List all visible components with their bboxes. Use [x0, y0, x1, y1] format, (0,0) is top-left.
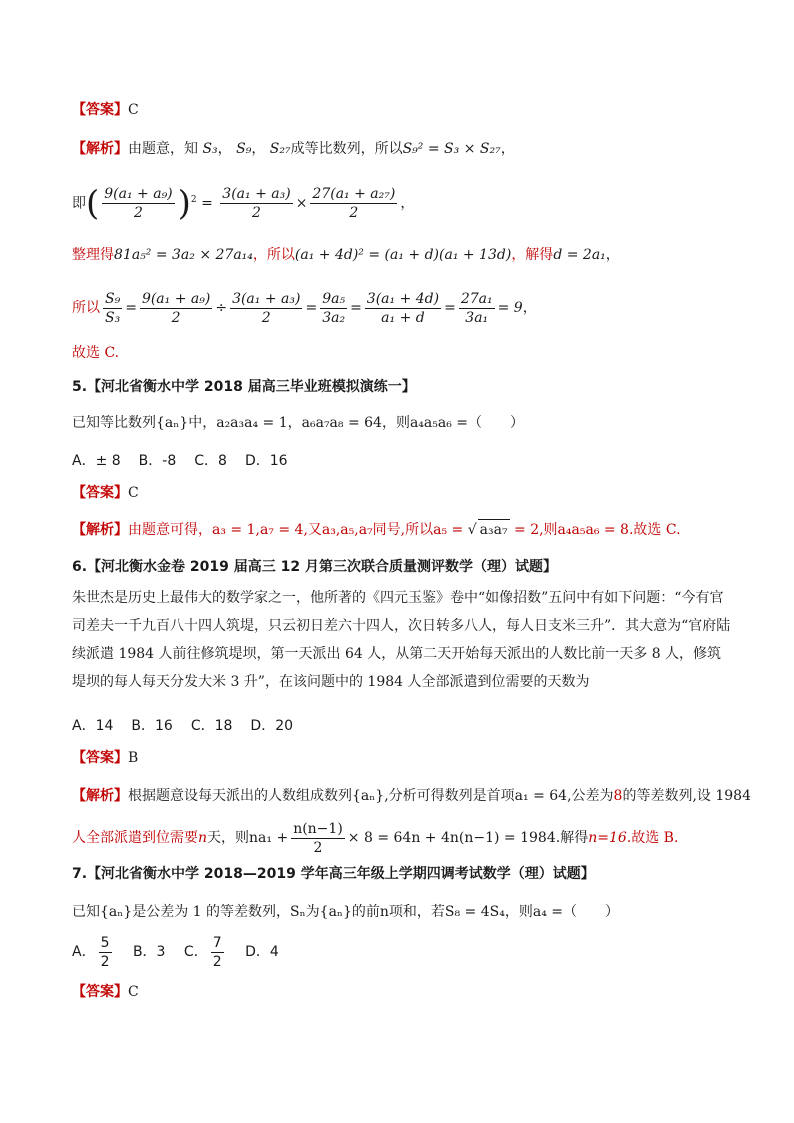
q4-analysis-line4: 所以 $\frac{\text{S₉}}{\text{S₃}}$ = $\frac{\text{9(a₁ + a₉)}}{2}$ ÷ $\frac{\text{3(a₁ + a₃)}}{2}$ = $\frac{\text{9a₅}}{\text{3a₂}}$ = $\frac{\text{3(a₁ + 4d)}}{\text{a₁ + d}}$ = $\frac{\text{27a₁}}{\text{3a₁}}$ = 9， — [72, 290, 537, 326]
question-number: 6. — [72, 559, 88, 575]
q5-answer — [72, 483, 139, 503]
analysis-text: 人全部派遣到位需要 — [72, 830, 198, 846]
answer-value: C — [128, 984, 139, 1000]
analysis-value: 8 — [613, 788, 623, 804]
prefix-text: 即 — [72, 195, 86, 212]
analysis-text-tail: 成等比数列，所以 — [290, 141, 403, 157]
analysis-text: 的等差数列,设 1984 — [622, 788, 751, 804]
option-c-fraction: $\frac{7}{2}$ — [212, 934, 222, 970]
fraction: $\frac{\text{9(a₁ + a₉)}}{2}$ — [141, 290, 211, 326]
fraction: $\frac{\text{S₉}}{\text{S₃}}$ — [105, 290, 121, 326]
math-equation: d = 2a₁ — [553, 247, 606, 263]
option-a: A．± 8 — [72, 453, 121, 469]
sqrt-symbol: √ — [467, 522, 477, 538]
answer-label: 【答案】 — [72, 102, 128, 118]
q5-analysis — [72, 519, 681, 540]
fraction: $\frac{\text{27(a₁ + a₂₇)}}{2}$ — [312, 186, 396, 222]
option-b: B．3 — [132, 944, 166, 960]
question-number: 7. — [72, 866, 88, 882]
option-d: D．16 — [244, 453, 288, 469]
paren-left: ( — [86, 183, 100, 224]
q7-answer — [72, 982, 139, 1002]
answer-value: C — [128, 102, 139, 118]
variable-n: n — [198, 830, 208, 846]
q4-answer — [72, 100, 139, 120]
math-equation: S₉² = S₃ × S₂₇ — [402, 141, 501, 157]
q5-options — [72, 451, 306, 471]
answer-value: C — [128, 485, 139, 501]
math-equation: 81a₅² = 3a₂ × 27a₁₄ — [114, 247, 253, 263]
q5-header — [72, 377, 416, 397]
mid-text: ，所以 — [252, 247, 295, 263]
option-b: B．16 — [131, 718, 173, 734]
analysis-text: 由题意，知 — [128, 141, 198, 157]
fraction: $\frac{n(n-1)}{2}$ — [293, 820, 343, 856]
q6-options — [72, 716, 311, 736]
q4-analysis-line2: 即( $\frac{\text{9(a₁ + a₉)}}{2}$ )$^2$ = $\frac{\text{3(a₁ + a₃)}}{2}$ × $\frac{\text{27(a₁ + a₂₇)}}{2}$ ， — [72, 183, 415, 224]
analysis-result: n=16. — [588, 830, 632, 846]
q6-analysis-line1 — [72, 786, 751, 806]
option-a-label: A． — [72, 944, 96, 960]
math-s3: S₃ — [202, 141, 218, 157]
q6-header — [72, 557, 557, 577]
q6-answer — [72, 748, 138, 768]
fraction: $\frac{\text{3(a₁ + 4d)}}{\text{a₁ + d}}$ — [366, 290, 440, 326]
analysis-text: × 8 = 64n + 4n(n−1) = 1984.解得 — [347, 830, 589, 846]
mid-text: ，解得 — [511, 247, 554, 263]
math-s27: S₂₇ — [269, 141, 291, 157]
question-source: 【河北省衡水中学 2018 届高三毕业班模拟演练一】 — [87, 379, 416, 395]
q4-conclusion: 故选 C. — [72, 345, 120, 361]
fraction: $\frac{\text{3(a₁ + a₃)}}{2}$ — [232, 290, 301, 326]
option-c: C．18 — [190, 718, 233, 734]
option-d: D．4 — [245, 944, 279, 960]
math-equation: (a₁ + 4d)² = (a₁ + d)(a₁ + 13d) — [294, 247, 512, 263]
result: = 9 — [497, 300, 523, 316]
q4-analysis-line3: 整理得81a₅² = 3a₂ × 27a₁₄，所以(a₁ + 4d)² = (a₁ + d)(a₁ + 13d)，解得d = 2a₁， — [72, 247, 620, 263]
answer-label: 【答案】 — [72, 984, 128, 1000]
q6-analysis-line2 — [72, 818, 678, 858]
sqrt-content: a₃a₇ — [478, 519, 510, 540]
analysis-tail: = 2,则a₄a₅a₆ = 8.故选 C. — [509, 522, 681, 538]
option-c: C．8 — [194, 453, 227, 469]
q7-header — [72, 864, 595, 884]
analysis-label: 【解析】 — [72, 141, 128, 157]
answer-value: B — [128, 750, 139, 766]
analysis-text: 天，则na₁ + — [207, 830, 289, 846]
prefix-text: 所以 — [72, 300, 100, 316]
q4-analysis-line1: 【解析】由题意，知 S₃， S₉， S₂₇成等比数列，所以S₉² = S₃ × S₂₇， — [72, 141, 515, 157]
analysis-text: 由题意可得，a₃ = 1,a₇ = 4,又a₃,a₅,a₇同号,所以a₅ = — [128, 522, 468, 538]
q5-stem: 已知等比数列{aₙ}中，a₂a₃a₄ = 1，a₆a₇a₈ = 64，则a₄a₅a₆ =（ ） — [72, 415, 525, 431]
option-b: B．-8 — [138, 453, 177, 469]
analysis-conclusion: 故选 B. — [631, 830, 679, 846]
question-source: 【河北衡水金卷 2019 届高三 12 月第三次联合质量测评数学（理）试题】 — [87, 559, 558, 575]
analysis-label: 【解析】 — [72, 788, 128, 804]
question-number: 5. — [72, 379, 88, 395]
option-d: D．20 — [250, 718, 294, 734]
prefix-text: 整理得 — [72, 247, 114, 263]
fraction: $\frac{\text{9a₅}}{\text{3a₂}}$ — [322, 290, 346, 326]
q7-stem: 已知{aₙ}是公差为 1 的等差数列，Sₙ为{aₙ}的前n项和，若S₈ = 4S₄，则a₄ =（ ） — [72, 904, 619, 920]
fraction: $\frac{\text{9(a₁ + a₉)}}{2}$ — [104, 186, 173, 222]
option-a: A．14 — [72, 718, 114, 734]
answer-label: 【答案】 — [72, 750, 128, 766]
answer-label: 【答案】 — [72, 485, 128, 501]
fraction: $\frac{\text{3(a₁ + a₃)}}{2}$ — [222, 186, 291, 222]
analysis-label: 【解析】 — [72, 522, 128, 538]
analysis-text: 根据题意设每天派出的人数组成数列{aₙ},分析可得数列是首项a₁ = 64,公差为 — [128, 788, 614, 804]
paren-right: ) — [177, 183, 191, 224]
fraction: $\frac{\text{27a₁}}{\text{3a₁}}$ — [460, 290, 493, 326]
option-c-label: C． — [183, 944, 208, 960]
math-s9: S₉ — [236, 141, 252, 157]
q7-options — [72, 932, 279, 972]
q6-stem: 朱世杰是历史上最伟大的数学家之一，他所著的《四元玉鉴》卷中“如像招数”五问中有如下问题：“今有官司差夫一千九百八十四人筑堤，只云初日差六十四人，次日转多八人，每人日支米三升”．其大意为“官府陆续派遣 1984 人前往修筑堤坝，第一天派出 64 人，从第二天开始每天派出的人数比前一天多 8 人，修筑堤坝的每人每天分发大米 3 升”，在该问题中的 1984 人全部派遣到位需要的天数为 — [72, 590, 731, 690]
question-source: 【河北省衡水中学 2018—2019 学年高三年级上学期四调考试数学（理）试题】 — [87, 866, 595, 882]
option-a-fraction: $\frac{5}{2}$ — [100, 934, 110, 970]
